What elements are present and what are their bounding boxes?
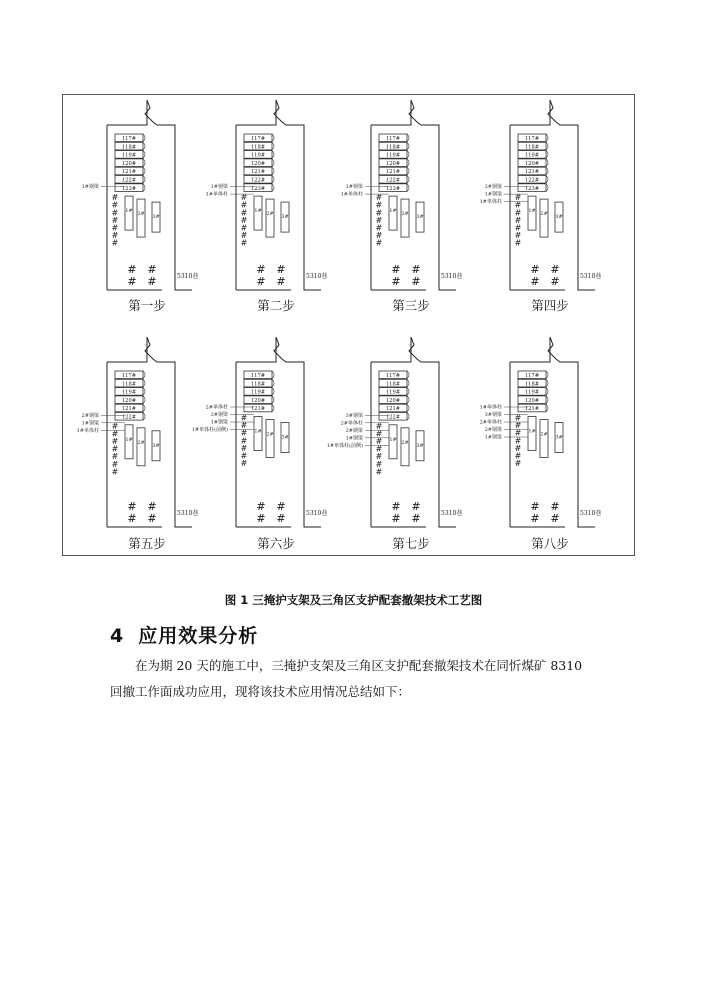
prop-label: 3# [555,434,563,441]
support-label: 120# [385,397,401,404]
support-hash-mark: # [111,193,119,203]
annotation-label: 2#钢梁 [81,412,99,419]
support-hash-mark: # [411,263,421,276]
step-label: 第七步 [392,536,430,551]
annotation-label: 1#钢梁 [210,184,228,191]
prop-post [266,199,274,237]
support-hash-mark: # [375,429,383,439]
annotation-label: 2#单体柱 [205,404,228,411]
support-hash-mark: # [256,263,266,276]
support-label: 118# [250,381,266,388]
support-hash-mark: # [530,512,540,525]
prop-post [266,420,274,458]
support-hash-mark: # [530,263,540,276]
prop-label: 2# [540,431,548,438]
support-label: 121# [385,406,401,413]
prop-label: 3# [555,214,563,221]
support-hash-mark: # [391,263,401,276]
support-label: 121# [121,406,137,413]
support-hash-mark: # [391,500,401,513]
support-hash-mark: # [530,500,540,513]
support-hash-mark: # [550,263,560,276]
prop-label: 1# [528,428,536,435]
support-label: 121# [250,406,266,413]
roadway-label: 5310巷 [306,510,328,517]
body-paragraph: 在为期 20 天的施工中，三掩护支架及三角区支护配套撤架技术在同忻煤矿 8310 回撤工作面成功应用，现将该技术应用情况总结如下： [110,658,583,699]
prop-post [137,428,145,466]
annotation-label: 2#钢梁 [484,184,502,191]
support-hash-mark: # [391,275,401,288]
support-label: 120# [385,160,401,167]
annotation-label: 1#单体柱 [205,191,228,198]
annotation-label: 1#钢梁 [484,191,502,198]
annotation-label: 1#钢梁 [81,184,99,191]
support-label: 122# [385,414,401,421]
annotation-label: 2#钢梁 [345,427,363,434]
support-hash-mark: # [514,200,522,210]
support-label: 122# [385,177,401,184]
support-label: 120# [524,160,540,167]
support-label: 120# [524,397,540,404]
support-label: 119# [524,389,540,396]
roadway-outline [371,100,456,290]
support-label: 121# [524,406,540,413]
support-label: 117# [121,136,137,142]
support-hash-mark: # [276,263,286,276]
support-hash-mark: # [240,208,248,218]
support-hash-mark: # [514,428,522,438]
support-hash-mark: # [514,443,522,453]
annotation-label: 1#钢梁 [210,419,228,426]
step-label: 第八步 [531,536,569,551]
step-label: 第六步 [257,536,295,551]
step-panel [192,337,328,527]
support-label: 122# [524,177,540,184]
annotation-label: 2#单体柱 [479,419,502,426]
support-hash-mark: # [411,512,421,525]
step-panel [77,337,199,527]
support-label: 123# [385,185,401,192]
annotation-label: 1#单体柱(前侧) [191,427,228,433]
step-label: 第五步 [128,536,166,551]
annotation-label: 1#钢梁 [81,420,99,427]
prop-label: 1# [125,436,133,443]
annotation-label: 3#钢梁 [345,412,363,419]
support-hash-mark: # [240,443,248,453]
support-hash-mark: # [111,429,119,439]
support-hash-mark: # [514,451,522,461]
support-hash-mark: # [111,215,119,225]
annotation-label: 1#单体柱(前侧) [326,442,363,449]
support-label: 118# [524,381,540,388]
step-panel [480,337,602,527]
annotation-label: 1#钢梁 [345,435,363,442]
support-hash-mark: # [240,223,248,233]
support-label: 117# [250,373,266,379]
step-label: 第三步 [392,298,430,313]
support-hash-mark: # [240,215,248,225]
annotation-label: 2#钢梁 [210,412,228,418]
support-hash-mark: # [147,263,157,276]
support-hash-mark: # [127,275,137,288]
prop-label: 1# [254,208,262,215]
support-hash-mark: # [550,500,560,513]
support-label: 118# [524,144,540,151]
support-hash-mark: # [514,193,522,203]
support-hash-mark: # [240,459,248,469]
support-label: 117# [524,136,540,142]
prop-label: 2# [540,211,548,218]
support-label: 117# [121,373,137,379]
annotation-label: 1#钢梁 [484,434,502,441]
roadway-outline [510,100,595,290]
roadway-label: 5310巷 [177,510,199,517]
support-label: 119# [121,389,137,396]
support-hash-mark: # [240,413,248,423]
support-hash-mark: # [111,459,119,469]
support-hash-mark: # [147,512,157,525]
support-hash-mark: # [111,444,119,454]
support-hash-mark: # [256,500,266,513]
support-hash-mark: # [240,428,248,438]
prop-label: 1# [389,436,397,443]
support-label: 117# [524,373,540,379]
annotation-label: 2#单体柱 [340,420,363,427]
prop-label: 2# [266,431,274,438]
support-hash-mark: # [375,437,383,446]
roadway-label: 5310巷 [177,273,199,280]
prop-label: 2# [137,211,145,218]
support-label: 118# [250,144,266,151]
support-hash-mark: # [550,275,560,288]
roadway-label: 5310巷 [580,273,602,280]
roadway-label: 5310巷 [306,273,328,280]
support-label: 121# [121,169,137,176]
support-label: 117# [250,136,266,142]
support-hash-mark: # [514,421,522,431]
prop-post [540,420,548,458]
support-hash-mark: # [111,200,119,210]
prop-post [401,428,409,466]
support-hash-mark: # [375,223,383,233]
prop-label: 2# [266,211,274,218]
support-hash-mark: # [127,263,137,276]
support-hash-mark: # [514,436,522,446]
support-hash-mark: # [147,500,157,513]
support-hash-mark: # [514,231,522,241]
step-panel [82,100,199,290]
support-hash-mark: # [276,512,286,525]
support-hash-mark: # [256,275,266,288]
support-hash-mark: # [111,437,119,446]
support-label: 120# [121,397,137,404]
support-hash-mark: # [375,193,383,203]
support-label: 119# [250,152,266,159]
support-hash-mark: # [375,231,383,241]
roadway-label: 5310巷 [580,510,602,517]
support-hash-mark: # [240,238,248,248]
support-hash-mark: # [411,500,421,513]
support-label: 119# [250,389,266,396]
support-hash-mark: # [375,200,383,210]
support-label: 120# [250,397,266,404]
support-hash-mark: # [256,512,266,525]
support-hash-mark: # [111,208,119,218]
step-panel [327,337,463,527]
annotation-label: 1#单体柱 [340,191,363,198]
annotation-label: 2#钢梁 [484,427,502,433]
support-hash-mark: # [240,200,248,210]
roadway-label: 5310巷 [441,273,463,280]
step-label: 第四步 [531,298,569,313]
support-label: 118# [121,381,137,388]
support-hash-mark: # [514,238,522,248]
support-label: 121# [250,169,266,176]
support-label: 119# [121,152,137,159]
support-label: 120# [121,160,137,167]
support-hash-mark: # [240,421,248,431]
support-label: 119# [385,152,401,159]
support-label: 123# [121,185,137,192]
roadway-outline [107,100,192,290]
support-hash-mark: # [375,459,383,469]
prop-label: 2# [401,439,409,446]
support-hash-mark: # [111,231,119,241]
annotation-label: 1#钢梁 [345,184,363,191]
support-label: 118# [385,144,401,151]
prop-label: 3# [416,214,424,221]
prop-label: 1# [125,208,133,215]
support-hash-mark: # [276,275,286,288]
prop-post [401,199,409,237]
prop-label: 3# [416,442,424,449]
support-label: 121# [524,169,540,176]
support-label: 122# [121,177,137,184]
annotation-label: 3#钢梁 [484,412,502,418]
prop-label: 2# [401,211,409,218]
prop-label: 1# [254,428,262,435]
roadway-outline [510,337,595,527]
support-hash-mark: # [411,275,421,288]
support-hash-mark: # [375,421,383,431]
section-heading [110,621,258,648]
section-number: 4 [110,625,125,647]
support-hash-mark: # [111,452,119,462]
support-label: 119# [385,389,401,396]
section-title: 应用效果分析 [138,625,259,647]
step-panel [206,100,328,290]
support-label: 123# [250,185,266,192]
support-hash-mark: # [375,444,383,454]
roadway-outline [371,337,456,527]
support-hash-mark: # [550,512,560,525]
roadway-outline [107,337,192,527]
step-panel [480,100,602,290]
prop-label: 3# [152,214,160,221]
annotation-label: 1#单体柱 [479,404,502,411]
roadway-label: 5310巷 [441,510,463,517]
support-hash-mark: # [514,459,522,469]
support-hash-mark: # [111,421,119,431]
prop-label: 1# [389,208,397,215]
support-hash-mark: # [111,467,119,477]
support-label: 121# [385,169,401,176]
support-hash-mark: # [375,452,383,462]
prop-post [137,199,145,237]
support-hash-mark: # [111,223,119,233]
support-hash-mark: # [240,193,248,203]
step-panel [341,100,463,290]
support-hash-mark: # [240,451,248,461]
support-label: 118# [121,144,137,151]
support-hash-mark: # [147,275,157,288]
support-hash-mark: # [276,500,286,513]
support-hash-mark: # [127,512,137,525]
prop-label: 3# [281,214,289,221]
support-hash-mark: # [375,238,383,248]
support-hash-mark: # [111,238,119,248]
support-label: 122# [121,414,137,421]
step-label: 第一步 [128,298,166,313]
support-hash-mark: # [530,275,540,288]
support-label: 119# [524,152,540,159]
roadway-outline [236,100,321,290]
prop-label: 3# [281,434,289,441]
prop-label: 3# [152,442,160,449]
prop-label: 2# [137,439,145,446]
support-hash-mark: # [375,215,383,225]
support-hash-mark: # [514,223,522,233]
roadway-outline [236,337,321,527]
support-hash-mark: # [375,208,383,218]
support-hash-mark: # [514,413,522,423]
support-hash-mark: # [240,231,248,241]
annotation-label: 1#单体柱 [76,427,99,434]
support-hash-mark: # [240,436,248,446]
support-label: 122# [250,177,266,184]
support-hash-mark: # [127,500,137,513]
step-label: 第二步 [257,298,295,313]
support-label: 120# [250,160,266,167]
support-hash-mark: # [514,215,522,225]
prop-post [540,199,548,237]
prop-label: 1# [528,208,536,215]
support-hash-mark: # [375,467,383,477]
support-hash-mark: # [391,512,401,525]
annotation-label: 1#单体柱 [479,199,502,206]
figure-caption: 图 1 三掩护支架及三角区支护配套撤架技术工艺图 [224,593,483,607]
support-label: 117# [385,373,401,379]
support-hash-mark: # [514,208,522,218]
support-label: 117# [385,136,401,142]
support-label: 123# [524,185,540,192]
support-label: 118# [385,381,401,388]
